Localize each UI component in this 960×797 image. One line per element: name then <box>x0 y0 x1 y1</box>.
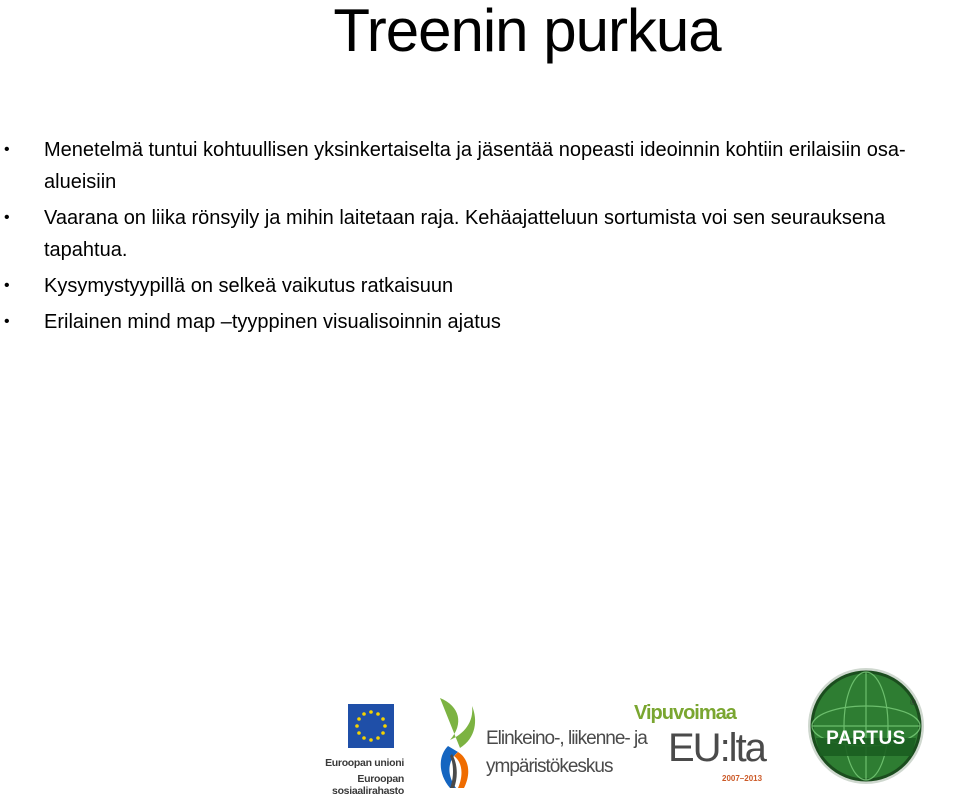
bullet-text: Menetelmä tuntui kohtuullisen yksinkertaiselta ja jäsentää nopeasti ideoinnin kohtiin erilaisiin osa-alueisiin <box>44 139 906 193</box>
bullet-text: Erilainen mind map –tyyppinen visualisoinnin ajatus <box>44 311 501 333</box>
period-label: 2007–2013 <box>722 774 763 783</box>
eu-flag-icon <box>348 704 394 748</box>
eu-fund-label: Euroopan sosiaalirahasto <box>332 773 404 797</box>
partus-logo <box>806 666 926 786</box>
bullet-icon: • <box>4 209 10 226</box>
bullet-item <box>0 134 960 198</box>
ely-mark-icon <box>434 694 484 794</box>
bullet-item <box>0 202 960 266</box>
bullet-icon: • <box>4 277 10 294</box>
ely-label-2: ympäristökeskus <box>486 756 613 777</box>
eulta-label: EU:lta <box>668 726 765 770</box>
bullet-icon: • <box>4 313 10 330</box>
partus-globe-icon <box>806 666 926 786</box>
ely-logo <box>434 694 647 794</box>
bullet-text: Kysymystyypillä on selkeä vaikutus ratkaisuun <box>44 275 454 297</box>
bullet-icon: • <box>4 141 10 158</box>
partus-name: PARTUS <box>826 728 906 749</box>
vipuvoimaa-label: Vipuvoimaa <box>634 702 736 724</box>
eu-logo <box>292 704 404 797</box>
bullet-item <box>0 270 960 302</box>
registered-mark: ® <box>910 698 916 707</box>
slide-title: Treenin purkua <box>333 0 721 64</box>
eu-label: Euroopan unioni <box>325 757 404 769</box>
sponsor-logos <box>0 660 960 797</box>
bullet-list <box>0 134 960 342</box>
bullet-item <box>0 306 960 338</box>
bullet-text: Vaarana on liika rönsyily ja mihin laitetaan raja. Kehäajatteluun sortumista voi sen seurauksena tapahtua. <box>44 207 886 261</box>
vipuvoimaa-logo <box>630 694 770 794</box>
ely-label-1: Elinkeino-, liikenne- ja <box>486 728 647 749</box>
